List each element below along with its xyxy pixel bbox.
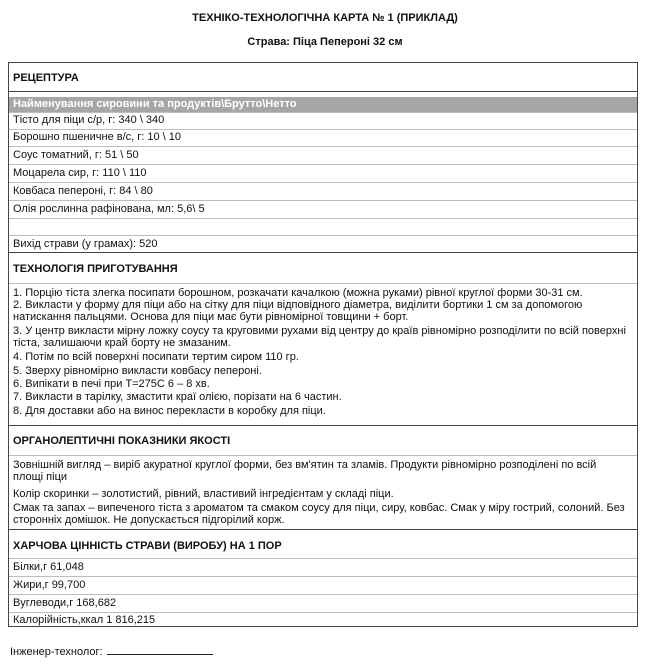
- technology-step: 3. У центр викласти мірну ложку соусу та круговими рухами від центру до країв рівномірно розподілити по всій поверхні тіста, залишаючи край борту не змазаним.: [13, 325, 626, 349]
- signature-blank[interactable]: [107, 644, 213, 655]
- recipe-item: Олія рослинна рафінована, мл: 5,6\ 5: [13, 203, 205, 215]
- quality-line: Зовнішній вигляд – виріб акуратної круглої форми, без вм'ятин та зламів. Продукти рівномірно розподілені по всій площі піци: [13, 459, 597, 483]
- quality-line: Смак та запах – випеченого тіста з ароматом та смаком соусу для піци, сиру, ковбас. Смак у міру гострий, солоний. Без сторонніх домішок. Не допускається підгорілий корж.: [13, 502, 625, 526]
- technology-heading: ТЕХНОЛОГІЯ ПРИГОТУВАННЯ: [13, 263, 178, 275]
- nutrition-item: Вуглеводи,г 168,682: [13, 597, 117, 609]
- recipe-output: Вихід страви (у грамах): 520: [13, 238, 158, 250]
- recipe-table-header: Найменування сировини та продуктів\Брутто\Нетто: [9, 97, 637, 112]
- recipe-item: Ковбаса пепероні, г: 84 \ 80: [13, 185, 153, 197]
- signature-line: [10, 644, 213, 658]
- dish-name: Страва: Піца Пепероні 32 см: [247, 36, 403, 48]
- nutrition-item: Калорійність,ккал 1 816,215: [13, 614, 156, 626]
- nutrition-heading: ХАРЧОВА ЦІННІСТЬ СТРАВИ (ВИРОБУ) НА 1 ПОР: [13, 540, 282, 552]
- technology-step: 8. Для доставки або на винос перекласти в коробку для піци.: [13, 405, 326, 417]
- technology-step: 4. Потім по всій поверхні посипати тертим сиром 110 гр.: [13, 351, 299, 363]
- recipe-item: Моцарела сир, г: 110 \ 110: [13, 167, 147, 179]
- document-title: ТЕХНІКО-ТЕХНОЛОГІЧНА КАРТА № 1 (ПРИКЛАД): [192, 12, 458, 24]
- technology-step: 7. Викласти в тарілку, змастити краї олією, порізати на 6 частин.: [13, 391, 342, 403]
- recipe-heading: РЕЦЕПТУРА: [13, 72, 79, 84]
- nutrition-item: Білки,г 61,048: [13, 561, 84, 573]
- recipe-item: Соус томатний, г: 51 \ 50: [13, 149, 139, 161]
- technology-step: 5. Зверху рівномірно викласти ковбасу пепероні.: [13, 365, 262, 377]
- technology-step: 6. Випікати в печі при Т=275С 6 – 8 хв.: [13, 378, 210, 390]
- technology-step: 1. Порцію тіста злегка посипати борошном, розкачати качалкою (можна руками) рівної круглої форми 30-31 см.: [13, 287, 583, 299]
- quality-heading: ОРГАНОЛЕПТИЧНІ ПОКАЗНИКИ ЯКОСТІ: [13, 435, 231, 447]
- tech-card-table: [8, 62, 638, 627]
- nutrition-item: Жири,г 99,700: [13, 579, 86, 591]
- quality-line: Колір скоринки – золотистий, рівний, властивий інгредієнтам у складі піци.: [13, 488, 394, 500]
- signature-label: Інженер-технолог:: [10, 646, 103, 658]
- recipe-item: Борошно пшеничне в/с, г: 10 \ 10: [13, 131, 182, 143]
- recipe-item: Тісто для піци с/р, г: 340 \ 340: [13, 114, 165, 126]
- technology-step: 2. Викласти у форму для піци або на сітку для піци відповідного діаметра, виділити бортики 1 см за допомогою натискання пальцями. Основа для піци має бути рівномірної товщини + борт.: [13, 299, 583, 323]
